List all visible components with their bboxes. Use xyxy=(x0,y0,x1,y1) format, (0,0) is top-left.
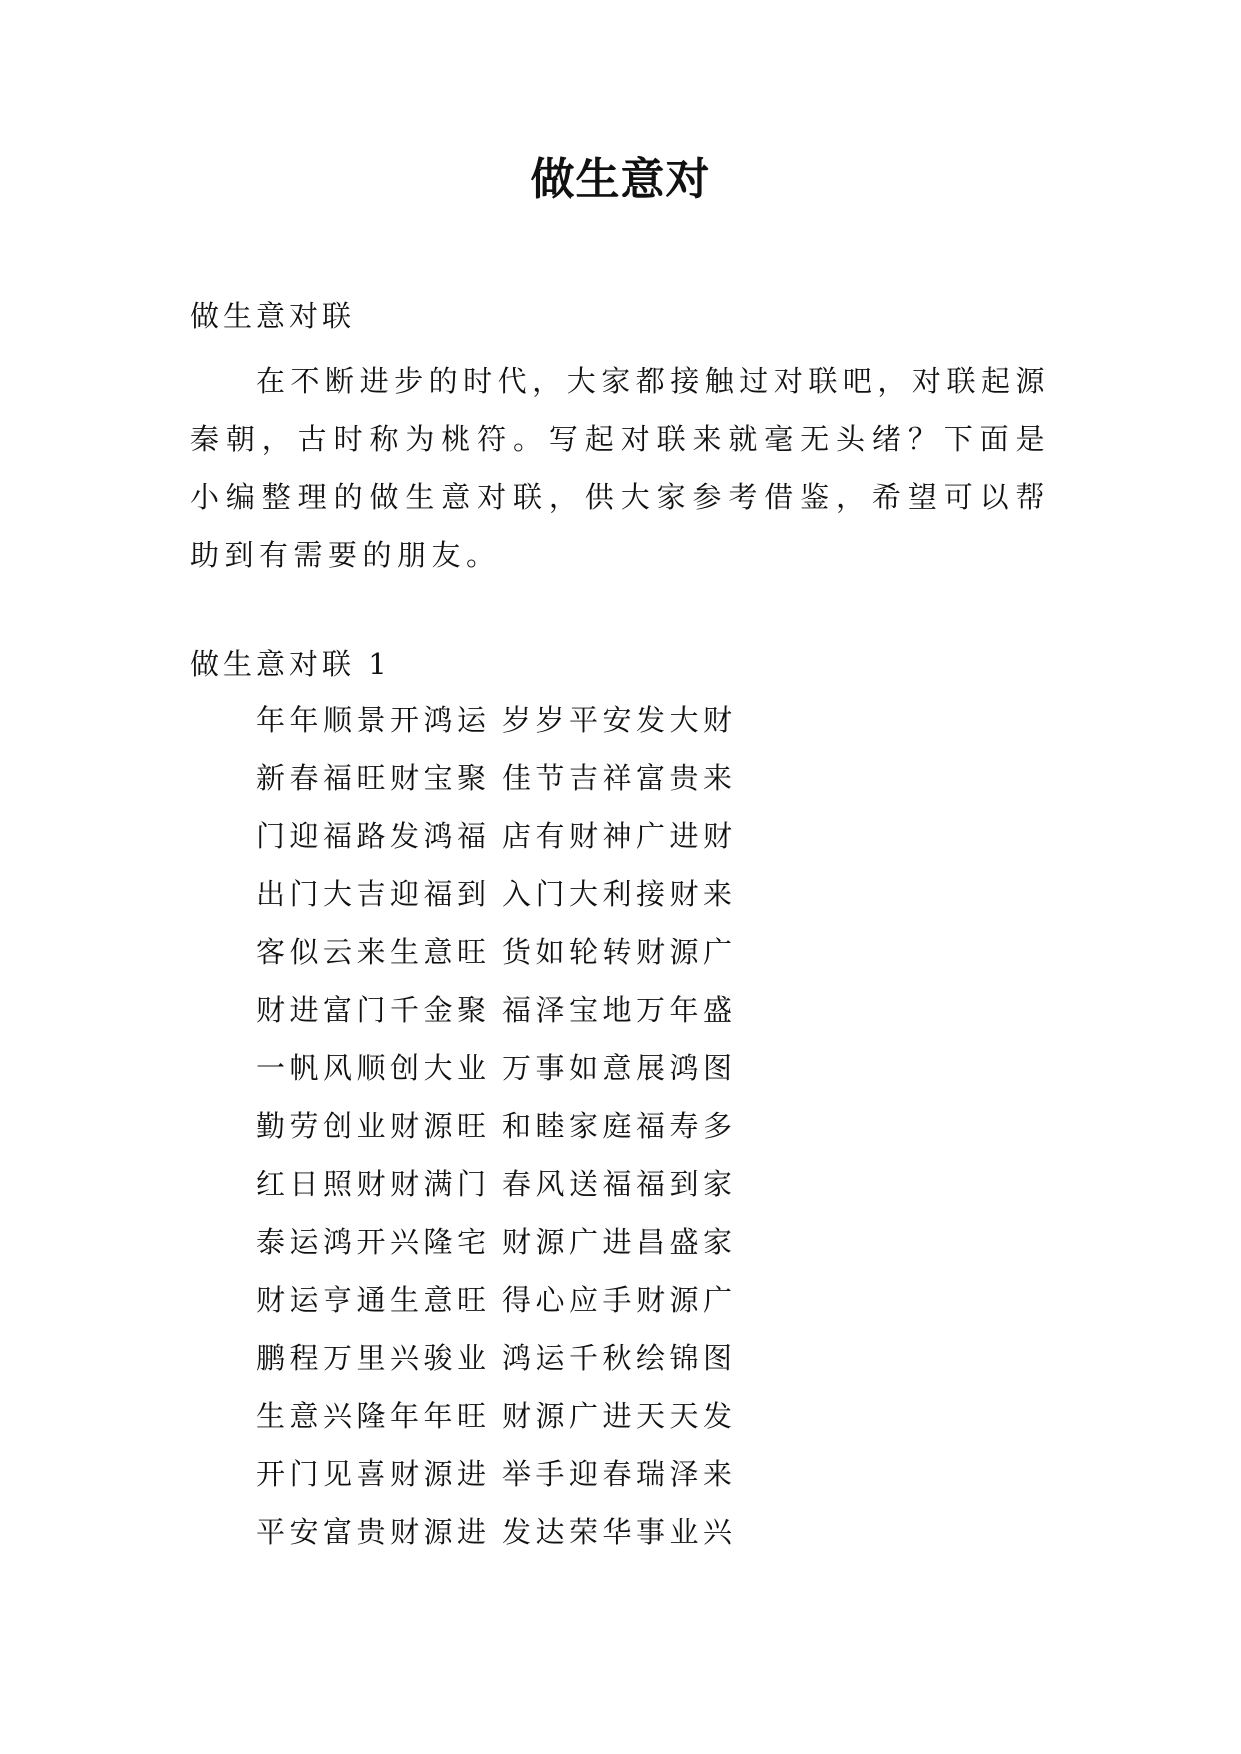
couplet-lower-line: 万事如意展鸿图 xyxy=(502,1051,737,1085)
couplet-row xyxy=(256,1164,737,1222)
couplet-upper-line: 出门大吉迎福到 xyxy=(256,877,491,911)
couplet-upper-line: 年年顺景开鸿运 xyxy=(256,703,491,737)
couplet-upper-line: 鹏程万里兴骏业 xyxy=(256,1341,491,1375)
couplet-lower-line: 财源广进天天发 xyxy=(502,1399,737,1433)
couplet-row xyxy=(256,1454,737,1512)
couplet-row xyxy=(256,700,737,758)
couplet-row xyxy=(256,932,737,990)
couplet-lower-line: 福泽宝地万年盛 xyxy=(502,993,737,1027)
section-heading: 做生意对联 xyxy=(190,299,356,333)
couplet-upper-line: 财进富门千金聚 xyxy=(256,993,491,1027)
couplet-row xyxy=(256,1512,737,1570)
couplet-lower-line: 举手迎春瑞泽来 xyxy=(502,1457,737,1491)
couplet-upper-line: 勤劳创业财源旺 xyxy=(256,1109,491,1143)
couplet-row xyxy=(256,816,737,874)
couplet-row xyxy=(256,758,737,816)
couplet-upper-line: 客似云来生意旺 xyxy=(256,935,491,969)
couplet-row xyxy=(256,1396,737,1454)
couplet-upper-line: 平安富贵财源进 xyxy=(256,1515,491,1549)
couplet-lower-line: 春风送福福到家 xyxy=(502,1167,737,1201)
couplet-lower-line: 入门大利接财来 xyxy=(502,877,737,911)
couplet-lower-line: 发达荣华事业兴 xyxy=(502,1515,737,1549)
intro-paragraph: 在不断进步的时代，大家都接触过对联吧，对联起源秦朝，古时称为桃符。写起对联来就毫无头绪？下面是小编整理的做生意对联，供大家参考借鉴，希望可以帮助到有需要的朋友。 xyxy=(190,364,1050,572)
couplet-list xyxy=(256,700,737,1570)
couplet-row xyxy=(256,1222,737,1280)
couplet-lower-line: 得心应手财源广 xyxy=(502,1283,737,1317)
couplet-heading: 做生意对联 1 xyxy=(190,647,391,681)
couplet-row xyxy=(256,990,737,1048)
couplet-row xyxy=(256,1280,737,1338)
couplet-row xyxy=(256,874,737,932)
couplet-lower-line: 岁岁平安发大财 xyxy=(502,703,737,737)
couplet-lower-line: 财源广进昌盛家 xyxy=(502,1225,737,1259)
couplet-lower-line: 和睦家庭福寿多 xyxy=(502,1109,737,1143)
couplet-upper-line: 一帆风顺创大业 xyxy=(256,1051,491,1085)
couplet-row xyxy=(256,1338,737,1396)
couplet-lower-line: 佳节吉祥富贵来 xyxy=(502,761,737,795)
couplet-upper-line: 生意兴隆年年旺 xyxy=(256,1399,491,1433)
couplet-row xyxy=(256,1106,737,1164)
couplet-row xyxy=(256,1048,737,1106)
couplet-lower-line: 鸿运千秋绘锦图 xyxy=(502,1341,737,1375)
couplet-upper-line: 红日照财财满门 xyxy=(256,1167,491,1201)
couplet-upper-line: 财运亨通生意旺 xyxy=(256,1283,491,1317)
document-title: 做生意对 xyxy=(530,154,711,205)
couplet-upper-line: 泰运鸿开兴隆宅 xyxy=(256,1225,491,1259)
couplet-upper-line: 开门见喜财源进 xyxy=(256,1457,491,1491)
couplet-lower-line: 货如轮转财源广 xyxy=(502,935,737,969)
couplet-upper-line: 门迎福路发鸿福 xyxy=(256,819,491,853)
couplet-upper-line: 新春福旺财宝聚 xyxy=(256,761,491,795)
couplet-lower-line: 店有财神广进财 xyxy=(502,819,737,853)
